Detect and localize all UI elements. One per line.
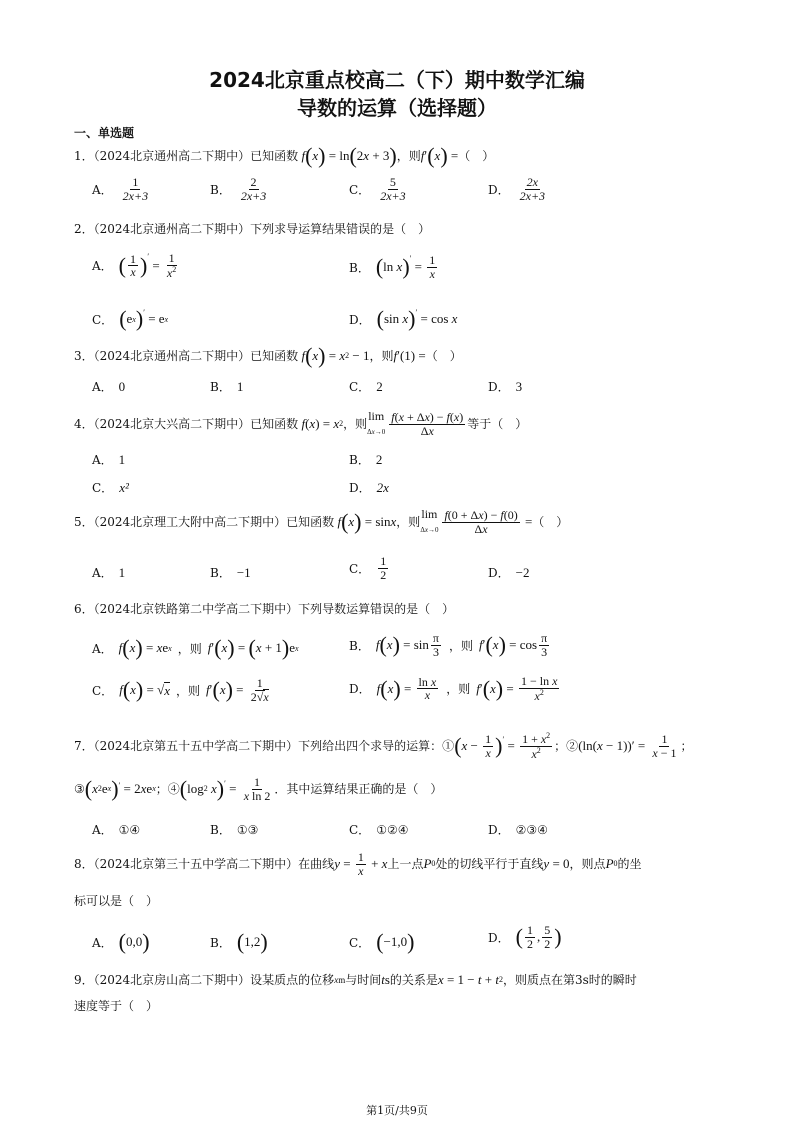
q2-option-c[interactable]: C． ( e x ) ′ = e $_x$	[92, 306, 169, 331]
q8-option-a[interactable]: A． ( 0,0 )	[92, 929, 150, 954]
q3-option-b[interactable]: B． 1	[210, 378, 244, 394]
q4-option-c[interactable]: C． x²	[92, 479, 129, 495]
q8-option-d[interactable]: D． ( $\frac{1}{2}$ , $\frac{5}{2}$ )	[488, 923, 562, 951]
q7-option-a[interactable]: A． ①④	[92, 822, 141, 837]
q1-option-a[interactable]: A． $\frac{1}{2x+3}$	[92, 175, 149, 203]
q8-option-b[interactable]: B． ( 1,2 )	[210, 929, 268, 954]
q2-option-b[interactable]: B． ( ln x ) ′ = $\frac{1}{x}$	[349, 253, 436, 281]
q7-option-b[interactable]: B． ①③	[210, 822, 259, 837]
q1-option-d[interactable]: D． $\frac{2x}{2x+3}$	[488, 175, 546, 203]
question-2-stem: 2．（2024北京通州高二下期中）下列求导运算结果错误的是（ ）	[74, 222, 431, 236]
page-footer: 第1页/共9页	[366, 1104, 428, 1117]
question-3-stem: 3．（2024北京通州高二下期中）已知函数 f ( x ) = x 2 − 1，则 f ′(1) =（ ）	[74, 343, 462, 368]
q1-option-b[interactable]: B． $\frac{2}{2x+3}$	[210, 175, 267, 203]
q1-option-c[interactable]: C． $\frac{5}{2x+3}$	[349, 175, 406, 203]
q3-option-d[interactable]: D． 3	[488, 378, 523, 394]
section-heading: 一、单选题	[74, 126, 135, 140]
q2-option-d[interactable]: D． ( sin x ) ′ = cos x	[349, 306, 458, 331]
document-title: 2024北京重点校高二（下）期中数学汇编	[209, 68, 585, 92]
q4-option-a[interactable]: A． 1	[92, 451, 126, 467]
question-9-stem: 9．（2024北京房山高二下期中）设某质点的位移 x m 与时间 t s 的关系是 x = 1 − t + t 2 ，则质点在第3s时的瞬时	[74, 972, 637, 987]
q4-option-b[interactable]: B． 2	[349, 451, 383, 467]
q4-option-d[interactable]: D． 2x	[349, 479, 389, 495]
q8-option-c[interactable]: C． ( −1,0 )	[349, 929, 415, 954]
document-subtitle: 导数的运算（选择题）	[297, 96, 497, 120]
question-1-stem: 1．（2024北京通州高二下期中）已知函数 f ( x ) = ln ( 2 x + 3 ) ，则 f ′ ( x ) =（ ）	[74, 143, 495, 168]
q5-option-b[interactable]: B． −1	[210, 564, 251, 580]
q6-option-c[interactable]: C． f ( x ) = √ x ，则 f ′ ( x ) = $\frac{1}{2√x}$	[92, 676, 269, 704]
q2-option-a[interactable]: A． ( $\frac{1}{x}$ ) ′ = $\frac{1}{x^2}$	[92, 251, 177, 280]
q1-function: f ( x ) = ln ( 2 x + 3 )	[301, 143, 397, 168]
q6-option-d[interactable]: D． f ( x ) = $\frac{\text{ln x}}{x}$ ，则 f ′ ( x ) = $\frac{\text{1 − ln x}}{x^2}$	[349, 674, 558, 703]
q3-option-c[interactable]: C． 2	[349, 378, 383, 394]
question-9-line2: 速度等于（ ）	[74, 999, 159, 1013]
q3-option-a[interactable]: A． 0	[92, 378, 126, 394]
question-5-stem: 5．（2024北京理工大附中高二下期中）已知函数 f ( x ) = sin x ，则 lim Δx→0 $\frac{f(0 + \Delta x) - f(0)}{\Delta x}$ = （ ）	[74, 507, 569, 536]
q7-option-c[interactable]: C． ①②④	[349, 822, 409, 837]
q6-option-b[interactable]: B． f ( x ) = sin $\frac{\pi}{3}$ ，则 f ′ ( x ) = cos $\frac{\pi}{3}$	[349, 631, 548, 659]
question-4-stem: 4．（2024北京大兴高二下期中）已知函数 f ( x ) = x 2 ，则 lim Δx→0 $\frac{f(x + \Delta x) - f(x)}{\Delta x}$ 等于（ ）	[74, 409, 528, 438]
question-6-stem: 6．（2024北京铁路第二中学高二下期中）下列导数运算错误的是（ ）	[74, 602, 455, 616]
q5-option-a[interactable]: A． 1	[92, 564, 126, 580]
question-8-stem: 8．（2024北京第三十五中学高二下期中）在曲线 y = $\frac{1}{x}$ + x 上一点 P 0 处的切线平行于直线 y = 0 ，则点 P 0 的坐	[74, 850, 642, 878]
q5-option-d[interactable]: D． −2	[488, 564, 530, 580]
q5-option-c[interactable]: C． $\frac{1}{2}$	[349, 554, 387, 582]
q1-derivative: f ′ ( x ) =	[420, 143, 459, 168]
q6-option-a[interactable]: A． f ( x ) = x e x ，则 f ′ ( x ) = ( x + 1 ) e x	[92, 635, 299, 660]
question-8-line2: 标可以是（ ）	[74, 894, 159, 908]
question-7-stem: 7．（2024北京第五十五中学高二下期中）下列给出四个求导的运算：① ( x − $\frac{1}{x}$ ) ′ = $\frac{1 + x^2}{x^2}$ ；② (ln( x − 1))′ = $\frac{1}{x - 1}$ ；	[74, 731, 693, 761]
q7-option-d[interactable]: D． ②③④	[488, 822, 548, 837]
question-7-line2: ③ ( x 2 e x ) ′ = 2 x e x ；④ ( log 2 x ) ′ = $\frac{1}{\text{x ln 2}}$ ．其中运算结果正确的是（ ）	[74, 775, 443, 803]
